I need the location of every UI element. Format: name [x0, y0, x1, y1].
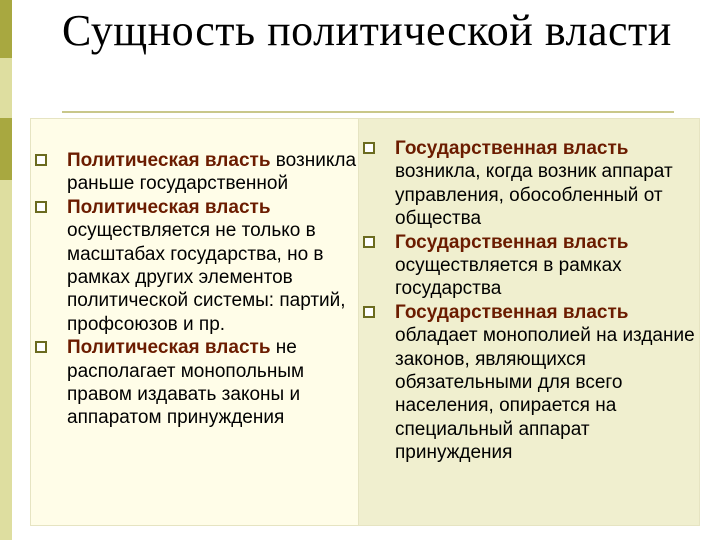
list-item — [31, 196, 357, 336]
item-text: возникла, когда возник аппарат управления, обособленный от общества — [395, 161, 673, 230]
sidebar-block-light — [0, 58, 12, 118]
item-text: обладает монополией на издание законов, являющихся обязательными для всего населения, опирается на специальный аппарат принуждения — [395, 325, 695, 464]
sidebar-block-bottom — [0, 180, 12, 540]
list-item — [359, 231, 703, 301]
item-lead: Политическая власть — [67, 150, 271, 171]
item-lead: Государственная власть — [395, 301, 629, 323]
square-bullet-icon — [35, 201, 47, 213]
item-text: осуществляется в рамках государства — [395, 255, 622, 300]
right-column-panel — [358, 118, 700, 526]
square-bullet-icon — [363, 236, 375, 248]
square-bullet-icon — [363, 142, 375, 154]
title-underline — [62, 111, 674, 113]
item-lead: Политическая власть — [67, 337, 271, 359]
list-item — [31, 149, 357, 196]
left-column-panel — [30, 118, 360, 526]
left-bullet-list — [31, 149, 359, 430]
list-item — [359, 137, 703, 231]
right-bullet-list — [359, 137, 699, 465]
square-bullet-icon — [363, 306, 375, 318]
sidebar-block-top — [0, 0, 12, 58]
decorative-sidebar — [0, 0, 18, 540]
item-lead: Политическая власть — [67, 196, 271, 218]
list-item — [359, 301, 703, 465]
item-text: осуществляется не только в масштабах государства, но в рамках других элементов политической системы: партий, профсоюзов и пр. — [67, 220, 346, 335]
sidebar-block-middle — [0, 118, 12, 180]
item-lead: Государственная власть — [395, 138, 629, 159]
item-text: не располагает монопольным правом издавать законы и аппаратом принуждения — [67, 337, 305, 429]
item-lead: Государственная власть — [395, 231, 629, 253]
slide-title: Сущность политической власти — [62, 6, 672, 55]
square-bullet-icon — [35, 341, 47, 353]
square-bullet-icon — [35, 154, 47, 166]
item-text: возникла раньше государственной — [67, 150, 357, 195]
list-item — [31, 336, 357, 430]
